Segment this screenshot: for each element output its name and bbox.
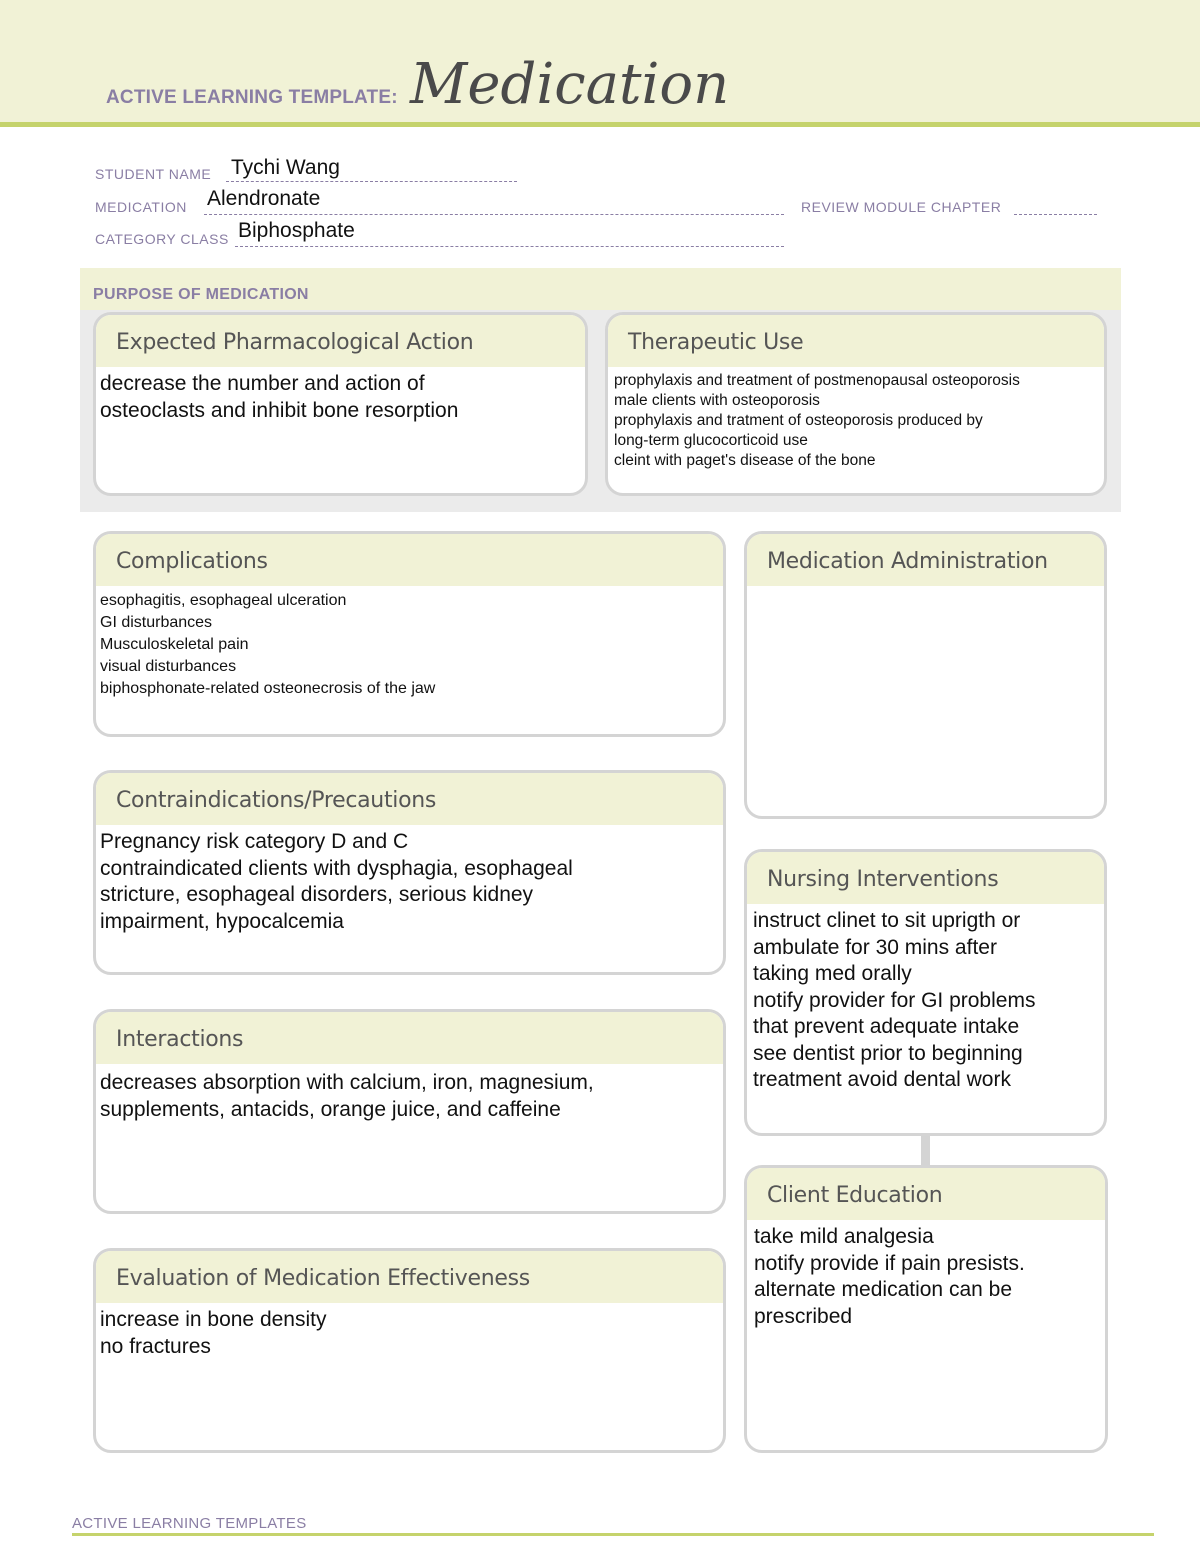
student-name-label: STUDENT NAME (95, 166, 212, 182)
contraindications-box (93, 770, 726, 975)
template-label: ACTIVE LEARNING TEMPLATE: (106, 87, 398, 108)
client-education-title: Client Education (747, 1168, 1105, 1220)
header-rule (0, 122, 1200, 127)
therapeutic-use-box (605, 312, 1107, 496)
medication-administration-title: Medication Administration (747, 534, 1104, 586)
interactions-text: decreases absorption with calcium, iron, magnesium, supplements, antacids, orange juice, and caffeine (100, 1071, 594, 1121)
nursing-interventions-title: Nursing Interventions (747, 852, 1104, 904)
medication-administration-text (747, 586, 1104, 590)
nursing-interventions-text: instruct clinet to sit uprigth or ambulate for 30 mins after taking med orally notify provider for GI problems that prevent adequate intake see dentist prior to beginning treatment avoid dental work (753, 909, 1036, 1091)
medication-line (204, 214, 784, 215)
evaluation-title: Evaluation of Medication Effectiveness (96, 1251, 723, 1303)
footer-rule (72, 1533, 1154, 1536)
review-module-label: REVIEW MODULE CHAPTER (801, 199, 1002, 215)
expected-action-title: Expected Pharmacological Action (96, 315, 585, 367)
category-class-line (235, 246, 784, 247)
client-education-box (744, 1165, 1108, 1453)
evaluation-text: increase in bone density no fractures (100, 1308, 327, 1358)
medication-administration-box (744, 531, 1107, 819)
expected-action-box (93, 312, 588, 496)
complications-text: esophagitis, esophageal ulceration GI disturbances Musculoskeletal pain visual disturbances biphosphonate-related osteonecrosis of the jaw (100, 592, 436, 697)
purpose-label: PURPOSE OF MEDICATION (93, 286, 309, 303)
page-title: Medication (410, 52, 730, 117)
expected-action-text: decrease the number and action of osteoclasts and inhibit bone resorption (100, 372, 459, 422)
category-class-label: CATEGORY CLASS (95, 231, 229, 247)
connector (921, 1134, 930, 1166)
review-module-line (1014, 214, 1097, 215)
student-name-field[interactable]: Tychi Wang (231, 156, 340, 179)
footer-label: ACTIVE LEARNING TEMPLATES (72, 1515, 307, 1532)
therapeutic-use-title: Therapeutic Use (608, 315, 1104, 367)
complications-box (93, 531, 726, 737)
evaluation-box (93, 1248, 726, 1453)
nursing-interventions-box (744, 849, 1107, 1136)
interactions-title: Interactions (96, 1012, 723, 1064)
category-class-field[interactable]: Biphosphate (238, 219, 355, 242)
student-name-line (226, 181, 517, 182)
interactions-box (93, 1009, 726, 1214)
contraindications-text: Pregnancy risk category D and C contraindicated clients with dysphagia, esophageal stricture, esophageal disorders, serious kidney impairment, hypocalcemia (100, 830, 573, 933)
complications-title: Complications (96, 534, 723, 586)
medication-label: MEDICATION (95, 199, 187, 215)
contraindications-title: Contraindications/Precautions (96, 773, 723, 825)
medication-field[interactable]: Alendronate (207, 187, 321, 210)
client-education-text: take mild analgesia notify provide if pain presists. alternate medication can be prescribed (754, 1225, 1025, 1328)
therapeutic-use-text: prophylaxis and treatment of postmenopausal osteoporosis male clients with osteoporosis prophylaxis and tratment of osteoporosis produced by long-term glucocorticoid use cleint with paget's disease of the bone (614, 372, 1020, 469)
